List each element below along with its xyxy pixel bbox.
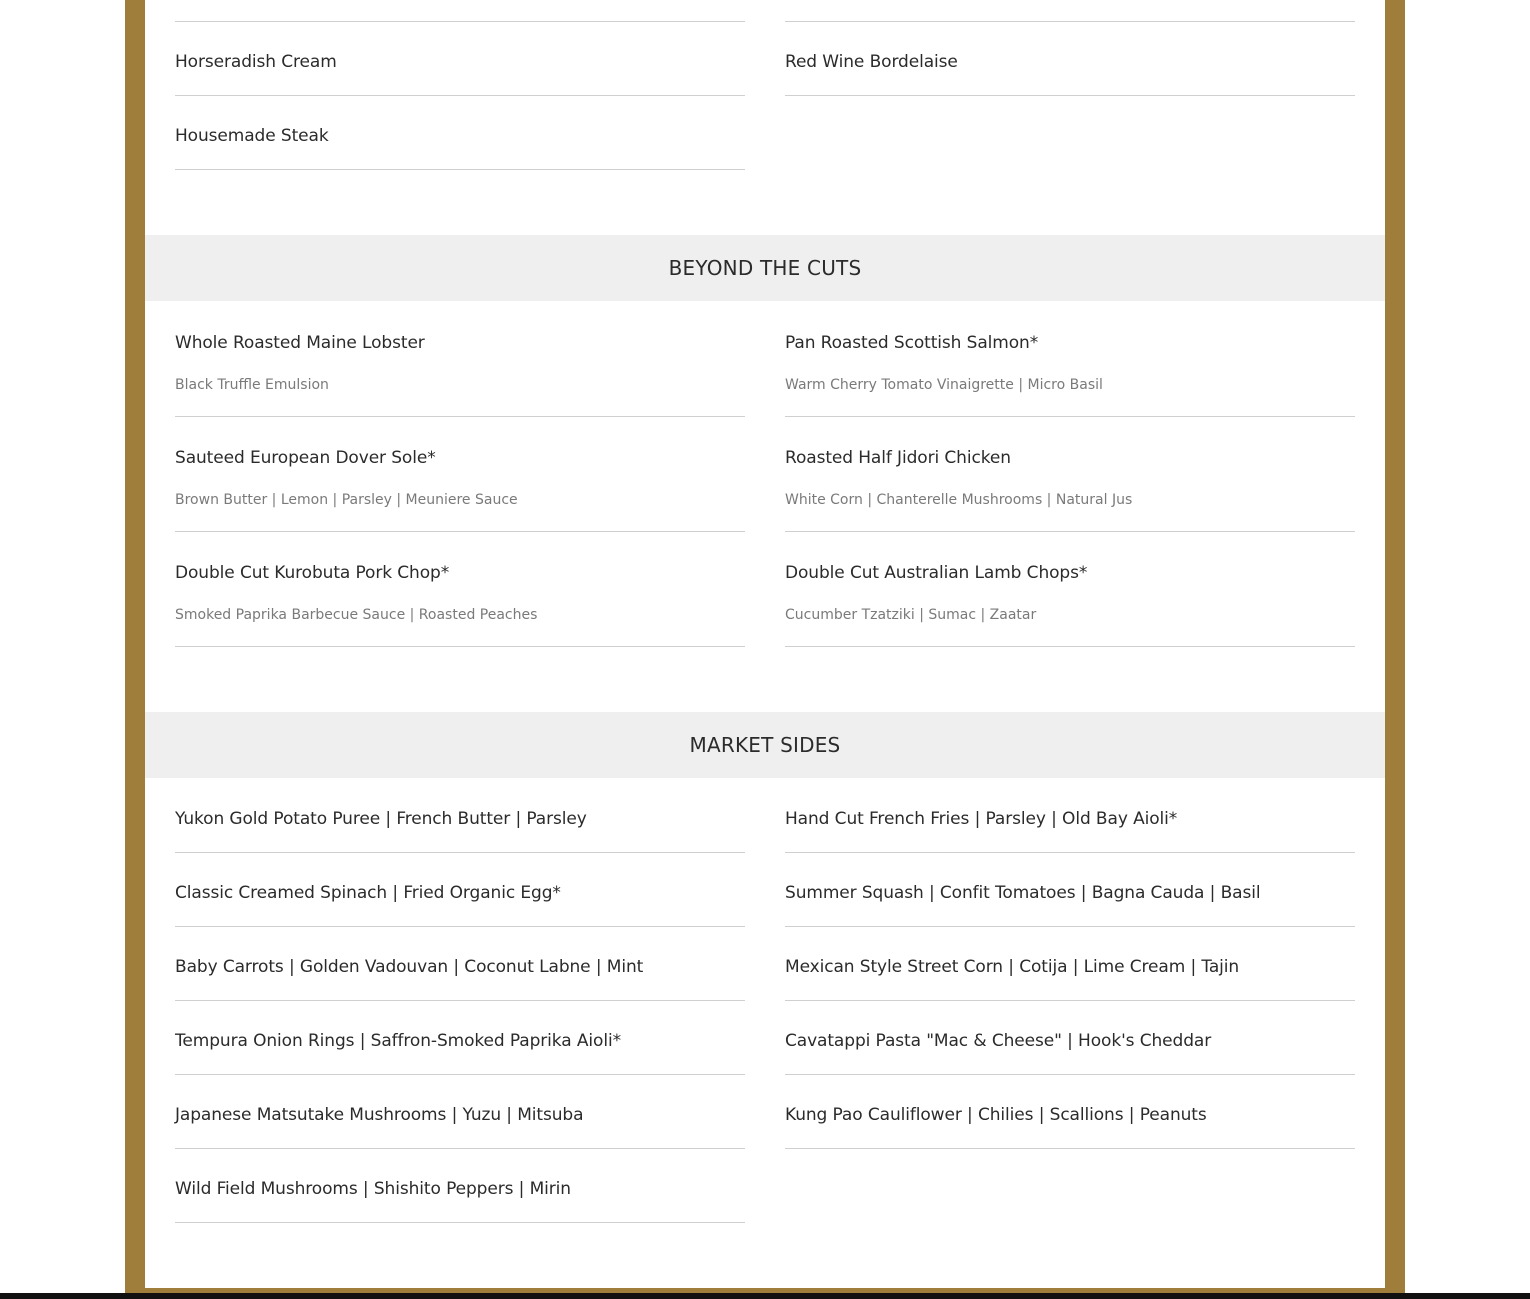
item-description: Cucumber Tzatziki | Sumac | Zaatar	[785, 607, 1037, 623]
item-name: Mexican Style Street Corn | Cotija | Lime Cream | Tajin	[785, 957, 1240, 977]
list-item	[785, 1075, 1355, 1149]
list-item	[785, 927, 1355, 1001]
item-name: Red Wine Bordelaise	[785, 52, 958, 72]
item-description: Black Truffle Emulsion	[175, 377, 329, 393]
list-item	[175, 417, 745, 532]
section-header	[145, 235, 1385, 301]
item-description: White Corn | Chanterelle Mushrooms | Natural Jus	[785, 492, 1133, 508]
list-item	[175, 0, 745, 22]
item-name: Hand Cut French Fries | Parsley | Old Bay Aioli*	[785, 809, 1178, 829]
list-item	[785, 417, 1355, 532]
list-item	[175, 302, 745, 417]
item-name: Pan Roasted Scottish Salmon*	[785, 333, 1039, 353]
item-name: Sauteed European Dover Sole*	[175, 448, 436, 468]
item-name: Wild Field Mushrooms | Shishito Peppers | Mirin	[175, 1179, 571, 1199]
section-title: BEYOND THE CUTS	[668, 256, 862, 280]
list-item	[785, 1001, 1355, 1075]
section-title: MARKET SIDES	[689, 733, 841, 757]
list-item	[175, 779, 745, 853]
list-item	[175, 1149, 745, 1223]
item-name: Baby Carrots | Golden Vadouvan | Coconut Labne | Mint	[175, 957, 644, 977]
bottom-bar	[0, 1293, 1530, 1299]
item-name: Yukon Gold Potato Puree | French Butter | Parsley	[175, 809, 587, 829]
item-name: Classic Creamed Spinach | Fried Organic Egg*	[175, 883, 561, 903]
item-description: Brown Butter | Lemon | Parsley | Meuniere Sauce	[175, 492, 518, 508]
list-item	[175, 1075, 745, 1149]
list-item	[785, 532, 1355, 647]
list-item	[175, 22, 745, 96]
section-header	[145, 712, 1385, 778]
list-item	[175, 532, 745, 647]
item-name: Double Cut Kurobuta Pork Chop*	[175, 563, 450, 583]
item-name: Roasted Half Jidori Chicken	[785, 448, 1011, 468]
list-item	[175, 1001, 745, 1075]
item-name: Horseradish Cream	[175, 52, 337, 72]
item-description: Smoked Paprika Barbecue Sauce | Roasted Peaches	[175, 607, 538, 623]
item-description: Warm Cherry Tomato Vinaigrette | Micro Basil	[785, 377, 1103, 393]
item-name: Whole Roasted Maine Lobster	[175, 333, 425, 353]
list-item	[175, 927, 745, 1001]
list-item	[785, 0, 1355, 22]
item-name: Summer Squash | Confit Tomatoes | Bagna Cauda | Basil	[785, 883, 1261, 903]
list-item	[785, 853, 1355, 927]
item-name: Tempura Onion Rings | Saffron-Smoked Paprika Aioli*	[175, 1031, 621, 1051]
list-item	[175, 96, 745, 170]
list-item	[785, 22, 1355, 96]
list-item	[175, 853, 745, 927]
item-name: Double Cut Australian Lamb Chops*	[785, 563, 1088, 583]
item-name: Kung Pao Cauliflower | Chilies | Scallions | Peanuts	[785, 1105, 1207, 1125]
item-name: Cavatappi Pasta "Mac & Cheese" | Hook's Cheddar	[785, 1031, 1212, 1051]
list-item	[785, 779, 1355, 853]
item-name: Japanese Matsutake Mushrooms | Yuzu | Mitsuba	[175, 1105, 584, 1125]
item-name: Housemade Steak	[175, 126, 329, 146]
list-item	[785, 302, 1355, 417]
